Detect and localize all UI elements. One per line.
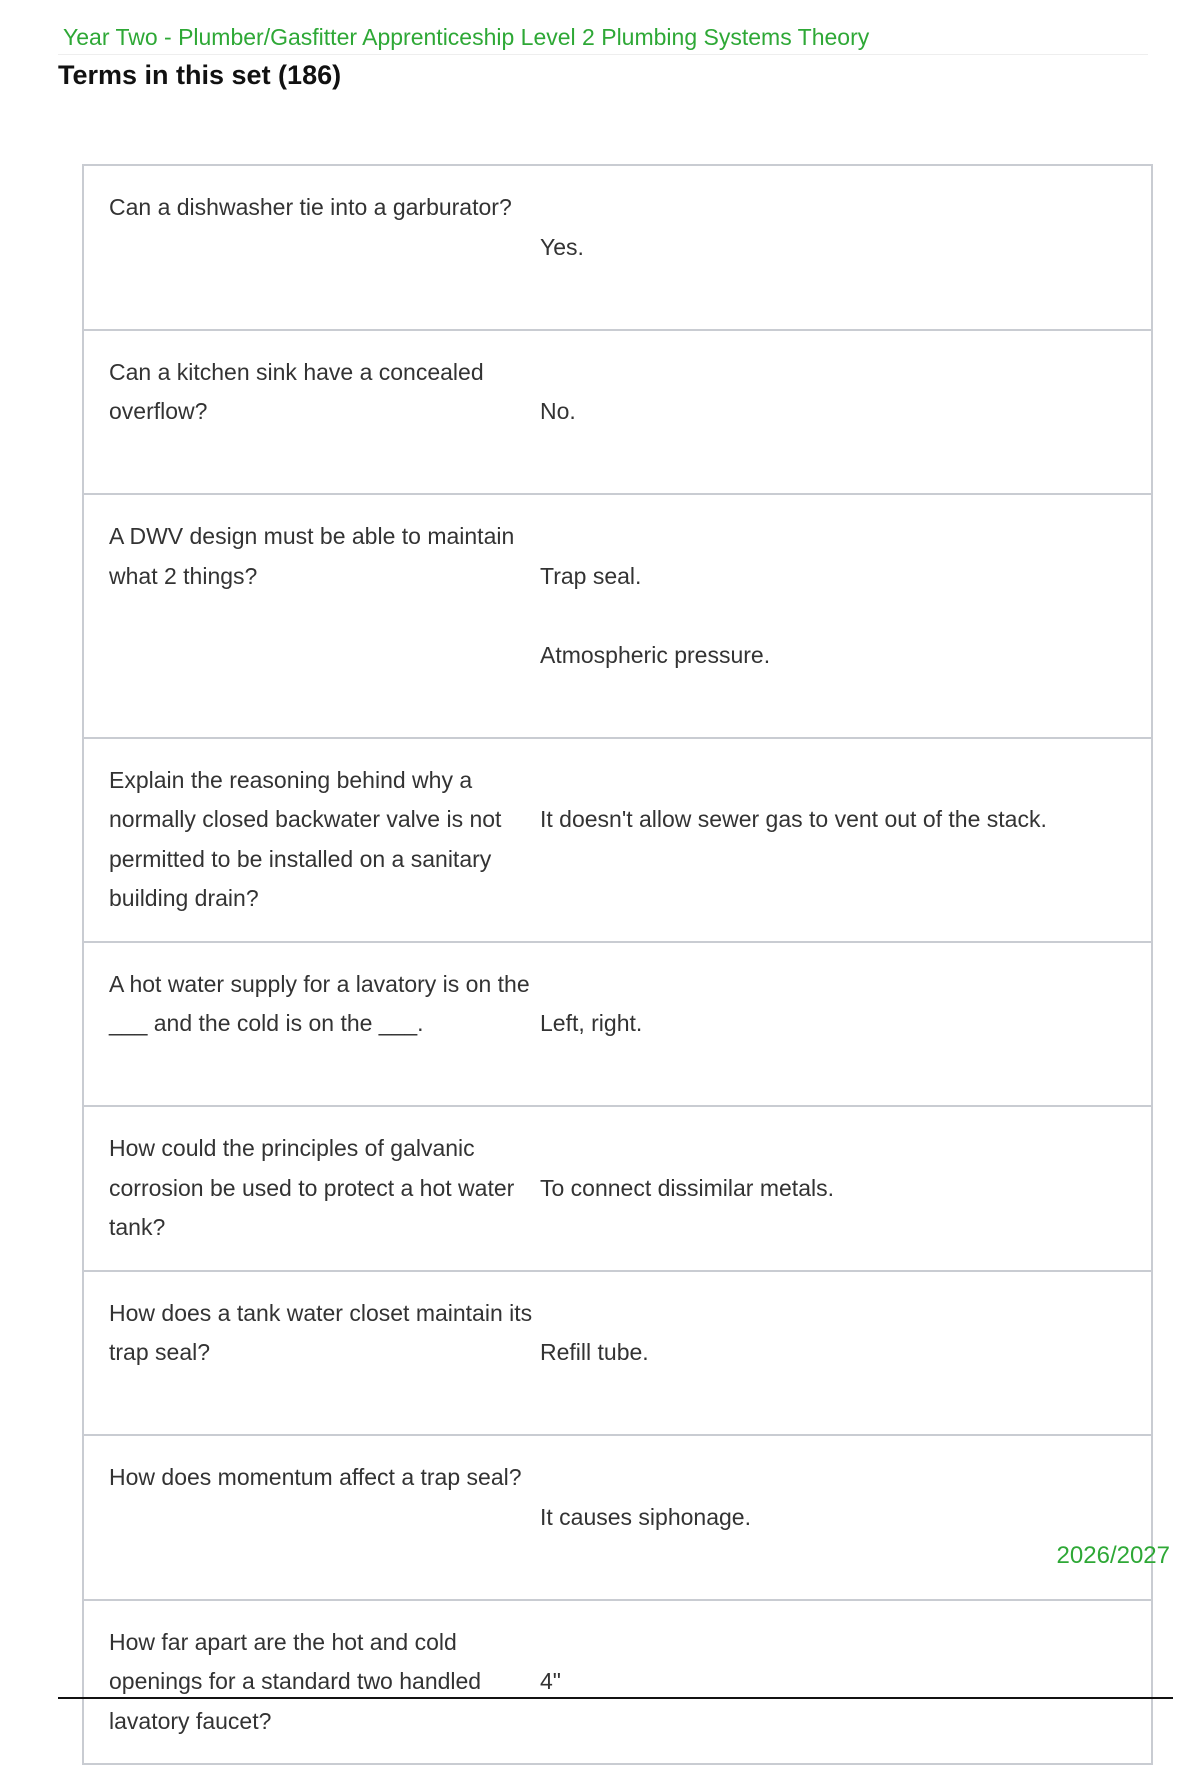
term-answer [540,739,1151,941]
term-answer-line: 4" [540,1668,561,1694]
term-answer [540,943,1151,1106]
term-answer-line: It causes siphonage. [540,1503,751,1530]
term-answer [540,331,1151,494]
term-answer [540,495,1151,737]
term-row [84,166,1151,329]
term-question: Explain the reasoning behind why a normally closed backwater valve is not permitted to be installed on a sanitary building drain? [109,766,502,911]
term-row [84,1434,1151,1599]
term-question: A hot water supply for a lavatory is on the ___ and the cold is on the ___. [109,970,530,1036]
term-answer-line: Refill tube. [540,1339,649,1365]
footer-divider [58,1697,1173,1699]
term-answer [540,1107,1151,1270]
term-row [84,1599,1151,1764]
term-answer-line: Left, right. [540,1010,643,1036]
document-header [58,20,1148,93]
term-answer-line: Trap seal. [540,562,642,589]
term-row [84,493,1151,737]
document-title: Year Two - Plumber/Gasfitter Apprenticeship Level 2 Plumbing Systems Theory [58,20,1148,55]
term-question: How does momentum affect a trap seal? [109,1464,522,1490]
term-question: How far apart are the hot and cold openings for a standard two handled lavatory faucet? [109,1628,482,1734]
terms-count-heading: Terms in this set (186) [58,60,342,90]
term-question: Can a dishwasher tie into a garburator? [109,194,512,220]
term-row [84,329,1151,494]
term-answer-line: It doesn't allow sewer gas to vent out of the stack. [540,806,1047,832]
term-row [84,1270,1151,1435]
term-answer-line: Yes. [540,233,584,260]
term-answer-line: To connect dissimilar metals. [540,1174,834,1201]
term-row [84,1105,1151,1270]
term-answer-line: Atmospheric pressure. [540,641,771,668]
term-answer [540,166,1151,329]
term-question: Can a kitchen sink have a concealed overflow? [109,358,484,424]
terms-table [82,164,1153,1765]
term-question: A DWV design must be able to maintain what 2 things? [109,523,515,589]
term-row [84,941,1151,1106]
term-question: How does a tank water closet maintain its trap seal? [109,1299,533,1365]
term-answer [540,1601,1151,1764]
term-answer [540,1272,1151,1435]
term-answer-line: No. [540,398,576,424]
term-row [84,737,1151,941]
term-answer [540,1436,1151,1599]
academic-year-label: 2026/2027 [1056,1542,1170,1569]
term-question: How could the principles of galvanic corrosion be used to protect a hot water tank? [109,1135,515,1240]
